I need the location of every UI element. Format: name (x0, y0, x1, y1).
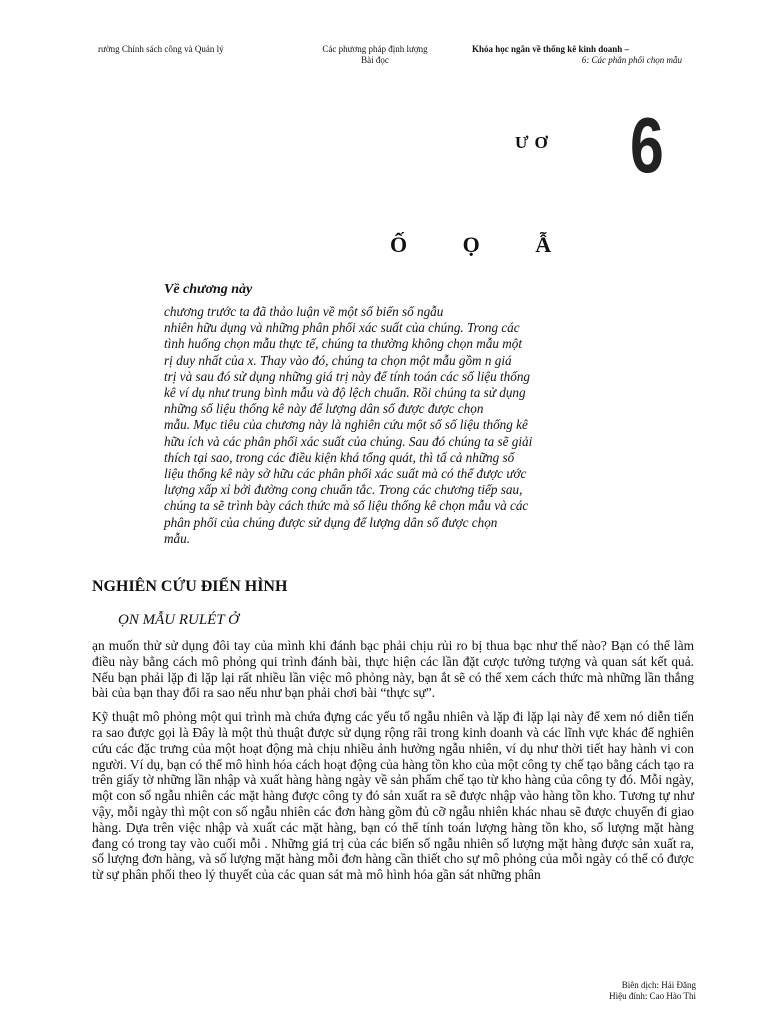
footer-credits (560, 980, 696, 1002)
footer-translator: Biên dịch: Hải Đăng (621, 980, 696, 990)
case-study-body (92, 638, 694, 891)
header-chapter: 6: Các phân phối chọn mẫu (581, 55, 682, 65)
header-course-type: Bài đọc (361, 55, 389, 65)
about-paragraph: chương trước ta đã thảo luận về một số biến số ngẫu nhiên hữu dụng và những phân phối xác suất của chúng. Trong các tình huống chọn mẫu thực tế, chúng ta thường không chọn mẫu một rị duy nhất của x. Thay vào đó, chúng ta chọn một mẫu gồm n giá trị và sau đó sử dụng những giá trị này để tính toán các số liệu thống kê ví dụ như trung bình mẫu và độ lệch chuẩn. Rồi chúng ta sử dụng những số liệu thống kê này để lượng dân số được được chọn mẫu. Mục tiêu của chương này là nghiên cứu một số số liệu thống kê hữu ích và các phân phối xác suất của chúng. Sau đó chúng ta sẽ giải thích tại sao, trong các điều kiện khá tổng quát, thì tấ cả những số liệu thống kê này sở hữu các phân phối xác suất mà có thể được ước lượng xấp xỉ bởi đường cong chuẩn tắc. Trong các chương tiếp sau, chúng ta sẽ trình bày cách thức mà số liệu thống kê chọn mẫu và các phân phối của chúng được sử dụng để lượng dân số được chọn mẫu. (164, 304, 533, 546)
header-school: rường Chính sách công và Quản lý (98, 44, 224, 54)
header-chapter-info (472, 44, 682, 66)
header-course-name: Các phương pháp định lượng (322, 44, 428, 54)
footer-editor: Hiệu đính: Cao Hào Thi (609, 991, 696, 1001)
chapter-title: Ố Ọ Ẫ (390, 232, 552, 257)
case-study-heading: NGHIÊN CỨU ĐIỂN HÌNH (92, 578, 288, 595)
header-course (300, 44, 450, 66)
about-heading: Về chương này (164, 282, 253, 297)
header-program: Khóa học ngắn về thống kê kinh doanh – (472, 44, 630, 54)
case-study-paragraph: ạn muốn thử sử dụng đôi tay của mình khi đánh bạc phải chịu rủi ro bị thua bạc như thế nào? Bạn có thể làm điều này bằng cách mô phỏng qui trình đánh bài, thực hiện các lần đặt cược tưởng tượng và quan sát kết quả. Nếu bạn phải lặp đi lặp lại rất nhiều lần việc mô phỏng này, bạn ắt sẽ có thể xem cách thức mà những lần thắng bài của bạn thay đổi ra sao nếu như bạn phải chơi bài “thực sự”. (92, 638, 694, 701)
chapter-label: ƯƠ (515, 133, 554, 152)
case-study-paragraph: Kỹ thuật mô phỏng một qui trình mà chứa đựng các yếu tố ngẫu nhiên và lặp đi lặp lại này để xem nó diễn tiến ra sao được gọi là Đây là một thủ thuật được sử dụng rộng rãi trong kinh doanh và các lĩnh vực khác để nghiên cứu các đặc trưng của một hoạt động mà chịu nhiều ảnh hưởng ngẫu nhiên, ví dụ như thời tiết hay hành vi con người. Ví dụ, bạn có thể mô hình hóa cách hoạt động của hàng tồn kho của một công ty chế tạo bằng cách tạo ra trên giấy tờ những lần nhập và xuất hàng hàng ngày về sản phẩm chế tạo từ kho hàng của công ty đó. Mỗi ngày, một con số ngẫu nhiên các mặt hàng được công ty đó sản xuất ra sẽ được nhập vào hàng tồn kho. Tương tự như vậy, mỗi ngày thì một con số ngẫu nhiên các đơn hàng gồm đủ cỡ ngẫu nhiên khác nhau sẽ được chuyển đi giao hàng. Dựa trên việc nhập và xuất các mặt hàng, bạn có thể tính toán lượng hàng tồn kho, số lượng mặt hàng đang có trong tay vào cuối mỗi . Những giá trị của các biến số ngẫu nhiên số lượng mặt hàng được sản xuất ra, số lượng đơn hàng, và số lượng mặt hàng mỗi đơn hàng cần thiết cho sự mô phỏng của mỗi ngày có thể có được từ sự phân phối theo lý thuyết của các quan sát mà mô hình hóa gần sát những phân (92, 709, 694, 883)
chapter-number: 6 (630, 101, 664, 189)
case-study-subheading: ỌN MẪU RULÉT Ở (118, 612, 239, 628)
